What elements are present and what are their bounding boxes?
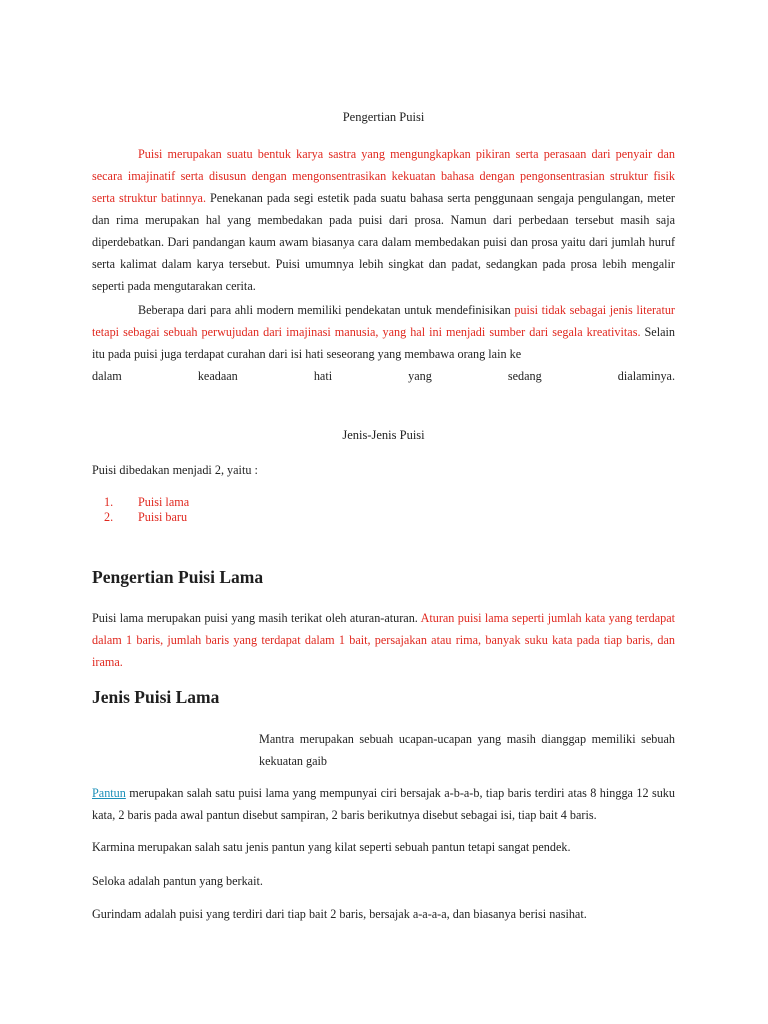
list-item-number: 1. xyxy=(104,495,114,509)
intro-paragraph-2 xyxy=(92,299,675,365)
pantun-text: merupakan salah satu puisi lama yang mempunyai ciri bersajak a-b-a-b, tiap baris terdiri atas 8 hingga 12 suku kata, 2 baris pada awal pantun disebut sampiran, 2 baris berikutnya disebut sebagai isi, tiap bait 4 baris. xyxy=(92,786,675,822)
list-item xyxy=(104,510,189,525)
intro-paragraph-2-text: Selain itu pada puisi juga terdapat curahan dari isi hati seseorang yang membawa orang lain ke xyxy=(92,325,675,361)
pantun-paragraph xyxy=(92,782,675,826)
list-item xyxy=(104,495,189,510)
gurindam-paragraph: Gurindam adalah puisi yang terdiri dari tiap bait 2 baris, bersajak a-a-a-a, dan biasanya berisi nasihat. xyxy=(92,907,587,921)
intro-paragraph-2-last-line: dalam keadaan hati yang sedang dialaminya. xyxy=(92,369,675,383)
jenis-list xyxy=(104,495,189,525)
jenis-title: Jenis-Jenis Puisi xyxy=(342,428,425,442)
puisi-lama-paragraph xyxy=(92,607,675,673)
puisi-lama-text: Puisi lama merupakan puisi yang masih terikat oleh aturan-aturan. xyxy=(92,611,421,625)
puisi-lama-heading: Pengertian Puisi Lama xyxy=(92,567,264,587)
intro-paragraph-2-highlight: puisi tidak sebagai jenis literatur tetapi sebagai sebuah perwujudan dari imajinasi manusia, yang hal ini menjadi sumber dari segala kreativitas. xyxy=(92,303,675,339)
mantra-paragraph: Mantra merupakan sebuah ucapan-ucapan yang masih dianggap memiliki sebuah kekuatan gaib xyxy=(259,732,675,768)
list-item-number: 2. xyxy=(104,510,114,524)
list-item-label: Puisi baru xyxy=(138,510,188,524)
intro-paragraph-1-text: Penekanan pada segi estetik pada suatu bahasa serta penggunaan sengaja pengulangan, meter dan rima merupakan hal yang membedakan pada puisi dari prosa. Namun dari perbedaan tersebut masih saja diperdebatkan. Dari pandangan kaum awam biasanya cara dalam membedakan puisi dan prosa yaitu dari jumlah huruf serta kalimat dalam karya tersebut. Puisi umumnya lebih singkat dan padat, sedangkan pada prosa lebih mengalir seperti pada mengutarakan cerita. xyxy=(92,191,675,293)
jenis-lead: Puisi dibedakan menjadi 2, yaitu : xyxy=(92,463,258,477)
puisi-lama-highlight: Aturan puisi lama seperti jumlah kata yang terdapat dalam 1 baris, jumlah baris yang terdapat dalam 1 bait, persajakan atau rima, banyak suku kata pada tiap baris, dan irama. xyxy=(92,611,675,669)
jenis-puisi-lama-heading: Jenis Puisi Lama xyxy=(92,687,220,707)
karmina-paragraph: Karmina merupakan salah satu jenis pantun yang kilat seperti sebuah pantun tetapi sangat pendek. xyxy=(92,840,571,854)
page-title: Pengertian Puisi xyxy=(342,110,425,124)
intro-paragraph-1 xyxy=(92,143,675,297)
intro-paragraph-2-start: Beberapa dari para ahli modern memiliki pendekatan untuk mendefinisikan xyxy=(138,303,515,317)
pantun-link[interactable]: Pantun xyxy=(92,786,126,800)
seloka-paragraph: Seloka adalah pantun yang berkait. xyxy=(92,874,263,888)
intro-definition-highlight: Puisi merupakan suatu bentuk karya sastra yang mengungkapkan pikiran serta perasaan dari penyair dan secara imajinatif serta disusun dengan mengonsentrasikan kekuatan bahasa dengan pengonsentrasian struktur fisik serta struktur batinnya. xyxy=(92,147,675,205)
list-item-label: Puisi lama xyxy=(138,495,190,509)
